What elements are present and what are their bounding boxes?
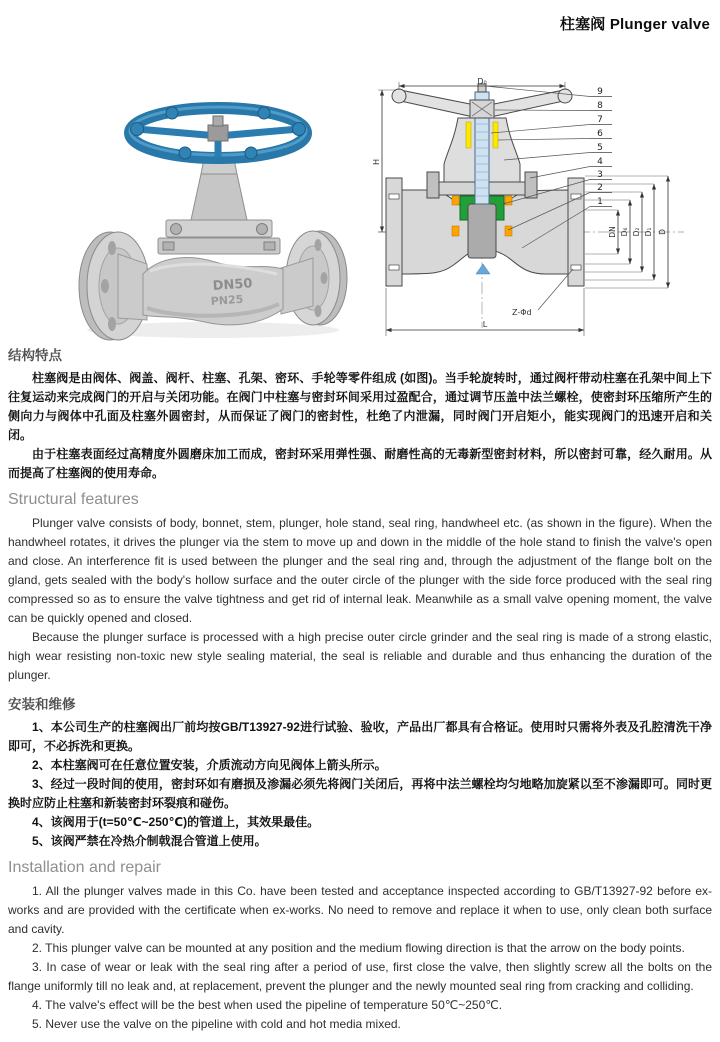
en-install-item-3: 3. In case of wear or leak with the seal ring after a period of use, first close the valve, then slightly screw all the bolts on the flange uniformly till no leak and, at replacement, prevent the plunger and the newly mounted seal ring from cracking and colliding. [8, 960, 712, 993]
en-install-item-1: 1. All the plunger valves made in this Co. have been tested and acceptance inspected according to GB/T13927-92 before ex-works and are provided with the certificate when ex-works. No need to remove and replace it when to use, only clean both surface and cavity. [8, 884, 712, 936]
diagram-plunger [468, 204, 496, 258]
body-marking-pn: PN25 [210, 292, 244, 308]
section-structural-features-en [8, 491, 712, 685]
heading-installation-cn: 安装和维修 [8, 697, 76, 712]
callout-5: 5 [597, 143, 603, 153]
photo-right-pipe [281, 258, 313, 314]
en-install-item-4: 4. The valve's effect will be the best when used the pipeline of temperature 50℃~250℃. [32, 998, 503, 1012]
cn-install-item-2: 2、本柱塞阀可在任意位置安装，介质流动方向见阀体上箭头所示。 [32, 758, 387, 772]
text-area [8, 344, 712, 1042]
section-installation-en [8, 859, 712, 1034]
cn-install-item-1: 1、本公司生产的柱塞阀出厂前均按GB/T13927-92进行试验、验收，产品出厂都具有合格证。使用时只需将外表及孔腔清洗干净即可，不必拆洗和更换。 [8, 720, 712, 753]
en-features-paragraph-1: Plunger valve consists of body, bonnet, stem, plunger, hole stand, seal ring, handwheel etc. (as shown in the figure). When the handwheel rotates, it drives the plunger via the stem to move up and down in the middle of the hole stand to finish the valve's open and close. An interference fit is used between the plunger and the seal ring and, through the adjustment of the flange bolt on the gland, gets sealed with the body's hollow surface and the outer circle of the plunger with the side force produced with the seal ring compressed so as to ensure the valve tightness and get rid of internal leak. Meanwhile as a small valve opening moment, the valve can be quickly opened and closed. [8, 516, 712, 625]
l-label: L [482, 320, 488, 329]
photo-gland-flange [158, 220, 280, 254]
cn-install-item-5: 5、该阀严禁在冷热介制戟混合管道上使用。 [32, 834, 267, 848]
h-label: H [372, 158, 381, 166]
callout-6: 6 [597, 129, 603, 139]
dn-label: DN [608, 226, 617, 238]
photo-handwheel [130, 107, 306, 159]
en-features-paragraph-2: Because the plunger surface is processed with a high precise outer circle grinder and the seal ring is made of a strong elastic, high wear resisting non-toxic new style sealing material, the seal is reliable and durable and thus enhancing the duration of the plunger. [8, 630, 712, 682]
callout-3: 3 [597, 170, 603, 180]
heading-structural-features-en: Structural features [8, 491, 139, 508]
heading-structural-features-cn: 结构特点 [8, 348, 62, 363]
d0-label: D₀ [477, 77, 487, 86]
valve-section-diagram [372, 78, 720, 345]
section-structural-features-cn [8, 344, 712, 483]
valve-photo [55, 78, 365, 345]
callout-1: 1 [597, 197, 603, 207]
en-install-item-2: 2. This plunger valve can be mounted at any position and the medium flowing direction is that the arrow on the body points. [32, 941, 685, 955]
cn-features-paragraph-1: 柱塞阀是由阀体、阀盖、阀杆、柱塞、孔架、密环、手轮等零件组成 (如图)。当手轮旋转时，通过阀杆带动柱塞在孔架中间上下往复运动来完成阀门的开启与关闭功能。在阀门中柱塞与密封环间采用过盈配合，通过调节压盖中法兰螺栓，使密封环压缩所产生的侧向力与阀体中孔面及柱塞外圆密封，从而保证了阀门的密封性，杜绝了内泄漏，同时阀门开启矩小，能实现阀门的迅速开启和关闭。 [8, 371, 712, 442]
en-install-item-5: 5. Never use the valve on the pipeline with cold and hot media mixed. [32, 1017, 401, 1031]
d-label: D [658, 229, 667, 235]
callout-7: 7 [597, 115, 603, 125]
d2-label: D₂ [632, 227, 641, 237]
dimension-l [386, 288, 584, 336]
d6-label: D₆ [620, 227, 629, 237]
callout-2: 2 [597, 183, 603, 193]
cn-install-item-4: 4、该阀用于(t=50℃~250℃)的管道上，其效果最佳。 [32, 815, 320, 829]
callout-9: 9 [597, 87, 603, 97]
callout-8: 8 [597, 101, 603, 111]
body-marking-dn: DN50 [212, 276, 253, 294]
zd-label: Z-Φd [512, 308, 532, 317]
cn-features-paragraph-2: 由于柱塞表面经过高精度外圆磨床加工而成，密封环采用弹性强、耐磨性高的无毒新型密封材料，所以密封可靠，经久耐用。从而提高了柱塞阀的使用寿命。 [8, 447, 712, 480]
heading-installation-en: Installation and repair [8, 859, 161, 876]
d1-label: D₁ [644, 227, 653, 237]
cn-install-item-3: 3、经过一段时间的使用，密封环如有磨损及渗漏必须先将阀门关闭后，再将中法兰螺栓均匀地略加旋紧以至不渗漏即可。同时更换时应防止柱塞和新装密封环裂痕和碰伤。 [8, 777, 712, 810]
flow-direction-mark [476, 264, 490, 274]
section-installation-cn [8, 693, 712, 851]
dimension-zd [512, 269, 573, 317]
photo-valve-body [143, 258, 283, 325]
page-title: 柱塞阀 Plunger valve [559, 16, 710, 33]
callout-4: 4 [597, 157, 603, 167]
